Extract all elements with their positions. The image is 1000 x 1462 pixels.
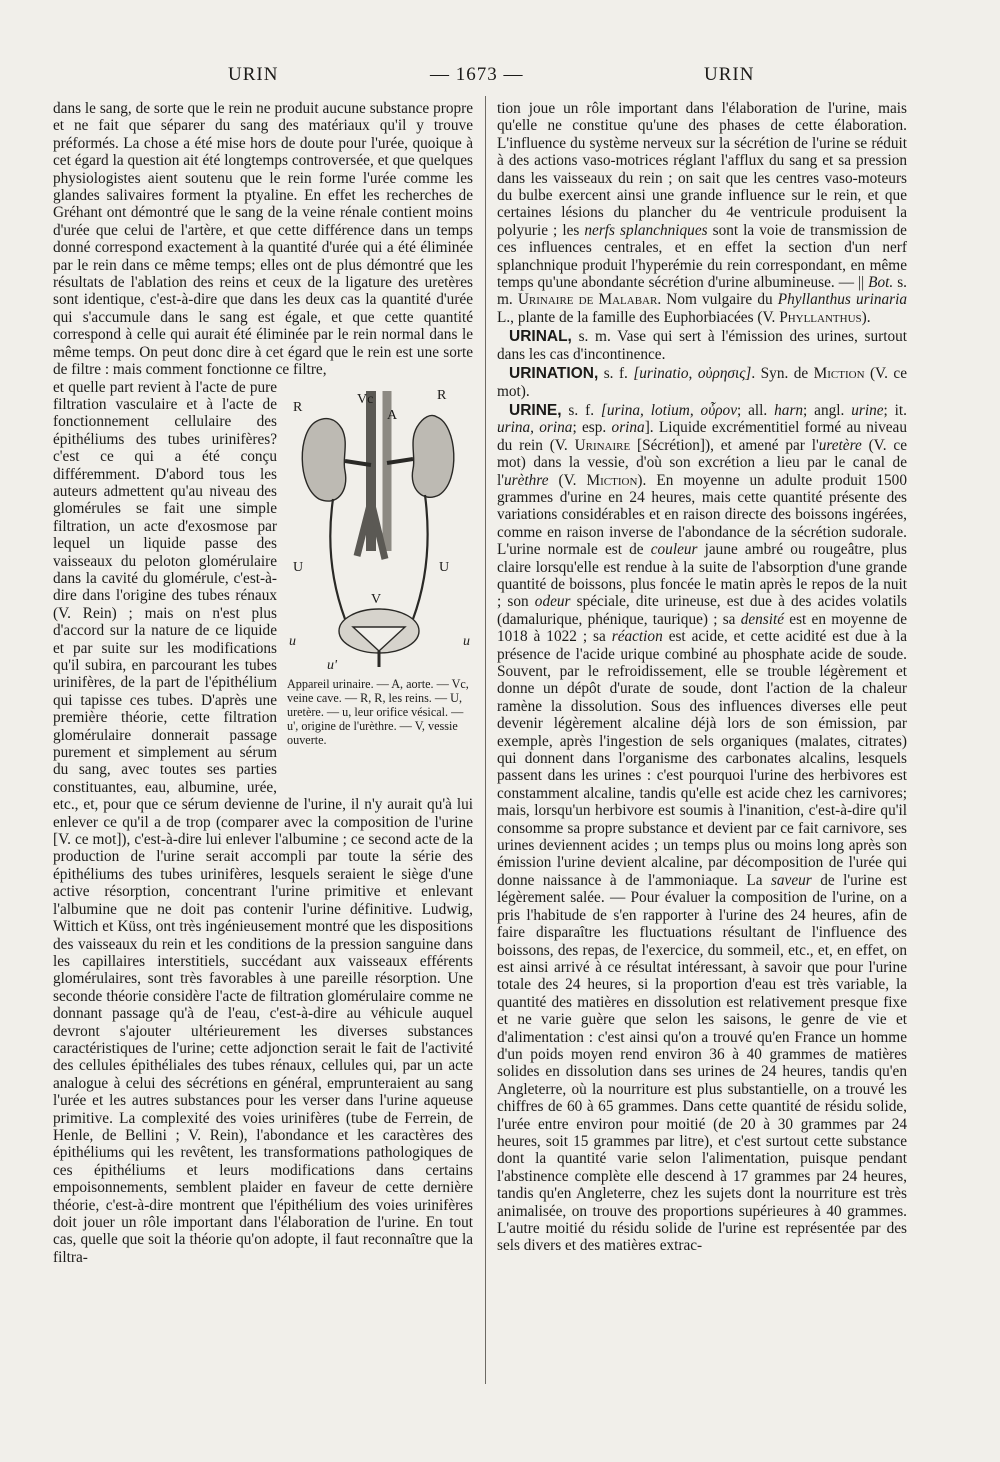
page-number: — 1673 — [430, 64, 524, 85]
figure-caption: Appareil urinaire. — A, aorte. — Vc, veine cave. — R, R, les reins. — U, uretère. — u, leur orifice vésical. — u', origine de l'urèthre. — V, vessie ouverte. [287, 676, 469, 747]
right-column [497, 100, 907, 1255]
entry-urinal: URINAL, s. m. Vase qui sert à l'émission des urines, surtout dans les cas d'incontinence. [497, 328, 907, 363]
headword-urine: URINE, [509, 401, 562, 419]
running-head-right: URIN [704, 64, 755, 85]
entry-urine: URINE, s. f. [urina, lotium, οὖρον; all. harn; angl. urine; it. urina, orina; esp. orina]. Liquide excrémentitiel formé au niveau du rein (V. Urinaire [Sécrétion]), et amené par l'uretère (V. ce mot) dans la vessie, d'où son excrétion a lieu par le canal de l'urèthre (V. Miction). En moyenne un adulte produit 1500 grammes d'urine en 24 heures, mais cette quantité présente des variations considérables et en raison directe des boissons ingérées, comme en raison inverse de l'abondance de la sécrétion sudorale. L'urine normale est de couleur jaune ambré ou rougeâtre, plus claire lorsqu'elle est rendue à la suite de l'absorption d'une grande quantité de boissons, plus foncée le matin après le repos de la nuit ; son odeur spéciale, dite urineuse, est due à des acides volatils (damalurique, phénique, taurique) ; sa densité est en moyenne de 1018 à 1022 ; sa réaction est acide, et cette acidité est due à la présence de l'acide urique combiné au phosphate acide de soude. Souvent, par le refroidissement, elle se trouble légèrement et donne un dépôt d'urate de soude, dont l'action de la chaleur ramène la dissolution. Sous des influences diverses elle peut devenir légèrement alcaline déjà lors de son émission, par exemple, après l'ingestion de sels organiques (malates, citrates) qui donnent dans l'organisme des carbonates alcalins, lesquels passent dans les urines : c'est pourquoi l'urine des herbivores est constamment alcaline, tandis qu'elle est acide chez les carnivores; mais, lorsqu'un herbivore est soumis à l'inanition, c'est-à-dire qu'il consomme sa propre substance et devient par ce fait carnivore, ses urines deviennent acides ; un temps plus ou moins long après son émission l'urine devient alcaline, par décomposition de l'urée qui donne naissance à de l'ammoniaque. La saveur de l'urine est légèrement salée. — Pour évaluer la composition de l'urine, on a pris l'habitude de s'en rapporter à l'urine des 24 heures, afin de faire disparaître les fluctuations résultant de l'influence des boissons, des repas, de l'exercice, du sommeil, etc., et, en effet, on est ainsi arrivé à ce résultat intéressant, à savoir que pour l'urine totale des 24 heures, si la proportion d'eau est très variable, la quantité des matières en dissolution est relativement presque fixe et ne varie guère que selon les saisons, le genre de vie et d'alimentation : c'est ainsi qu'on a trouvé qu'en France un homme d'un poids moyen rend environ 36 à 40 grammes de matières solides en dissolution dans ses urines de 24 heures, tandis qu'en Angleterre, où la nourriture est plus substantielle, on a trouvé les chiffres de 60 à 65 grammes. Dans cette quantité de résidu solide, l'urée entre environ pour moitié (de 20 à 30 grammes par 24 heures, soit 15 grammes par litre), et c'est surtout cette substance dont la quantité varie selon l'alimentation, puisque pendant l'abstinence complète elle descend à 17 grammes par 24 heures, tandis qu'en Angleterre, chez les sujets dont la nourriture est très animalisée, on trouve des proportions supérieures à 40 grammes. L'autre moitié du résidu solide de l'urine est représentée par des sels divers et des matières extrac- [497, 401, 907, 1255]
urinary-apparatus-figure [287, 381, 473, 783]
headword-urinal: URINAL, [509, 328, 572, 346]
column-divider [485, 96, 486, 1384]
label-ureter-right: U [439, 559, 450, 575]
label-kidney-left: R [293, 399, 303, 415]
label-aorta: A [387, 407, 398, 423]
label-kidney-right: R [437, 387, 447, 403]
urinary-apparatus-engraving [287, 381, 473, 671]
paragraph-continuation: tion joue un rôle important dans l'élaboration de l'urine, mais qu'elle ne constitue qu'une des phases de cette élaboration. L'influence du système nerveux sur la sécrétion de l'urine se réduit à des actions vaso-motrices réglant l'afflux du sang et sa pression dans les vaisseaux du rein ; on sait que les centres vaso-moteurs du bulbe exercent ainsi une grande influence sur le rein, et que certaines lésions du plancher du 4e ventricule produisent la polyurie ; les nerfs splanchniques sont la voie de transmission de ces influences centrales, et en effet la section d'un nerf splanchnique produit l'hyperémie du rein correspondant, en même temps qu'une abondante sécrétion d'urine albumineuse. — || Bot. s. m. Urinaire de Malabar. Nom vulgaire du Phyllanthus urinaria L., plante de la famille des Euphorbiacées (V. Phyllanthus). [497, 100, 908, 326]
label-urethra-origin: u' [327, 657, 337, 671]
running-head-left: URIN [228, 64, 279, 85]
label-orifice-right: u [463, 633, 470, 649]
paragraph: dans le sang, de sorte que le rein ne produit aucune substance propre et ne fait que séparer du sang des matériaux qu'il y trouve préformés. La chose a été mise hors de doute pour l'urée, quoique à cet égard la question ait été longtemps controversée, et que quelques physiologistes aient soutenu que le rein forme l'urée comme les glandes salivaires forment la ptyaline. En effet les recherches de Gréhant ont démontré que le sang de la veine rénale contient moins d'urée que celui de l'artère, et que cette différence dans un temps donné correspond exactement à la quantité d'urée qui a été éliminée par le rein dans ce même temps; elles ont de plus démontré que les résultats de l'ablation des reins et ceux de la ligature des uretères sont identique, c'est-à-dire que dans les deux cas la quantité d'urée qui s'accumule dans le sang est égale, et que cette quantité correspond à celle qui aurait été éliminée par le rein normal dans le même temps. On peut donc dire à cet égard que le rein est une sorte de filtre : mais comment fonctionne ce filtre, [53, 100, 473, 379]
headword-urination: URINATION, [509, 365, 599, 383]
entry-urination: URINATION, s. f. [urinatio, οὐρησις]. Syn. de Miction (V. ce mot). [497, 365, 907, 400]
label-vena-cava: Vc [357, 391, 374, 407]
label-bladder: V [371, 591, 382, 607]
left-column [53, 100, 473, 1266]
label-ureter-left: U [293, 559, 304, 575]
label-orifice-left: u [289, 633, 296, 649]
paragraph: et quelle part revient à l'acte de pure filtration vasculaire et à l'acte de fonctionnement cellulaire des épithéliums des tubes urinifères? c'est ce qui a été conçu différemment. D'abord tous les auteurs admettent qu'au niveau des glomérules se fait une simple filtration, un acte d'exosmose par lequel un liquide passe des vaisseaux du peloton glomérulaire dans la cavité du glomérule, c'est-à-dire dans l'origine des tubes rénaux (V. Rein) ; mais on n'est plus d'accord sur la nature de ce liquide et par suite sur les modifications qu'il subira, en parcourant les tubes urinifères, de la part de l'épithélium qui tapisse ces tubes. D'après une première théorie, cette filtration glomérulaire donnerait passage purement et simplement au sérum du sang, avec toutes ses parties constituantes, eau, albumine, urée, etc., et, pour que ce sérum devienne de l'urine, il n'y aurait qu'à lui enlever ce qu'il a de trop (comparer avec la composition de l'urine [V. ce mot]), c'est-à-dire lui enlever l'albumine ; ce second acte de la production de l'urine serait accompli par toute la série des épithéliums des tubes urinifères, lesquels seraient le siège d'une active résorption, concentrant l'urine primitive et enlevant l'albumine que ne doit pas contenir l'urine définitive. Ludwig, Wittich et Küss, ont très ingénieusement montré que les dispositions des vaisseaux du rein et les conditions de la pression sanguine dans les capillaires interstitiels, succédant aux vaisseaux efférents glomérulaires, sont très favorables à une pareille résorption. Une seconde théorie considère l'acte de filtration glomérulaire comme ne donnant passage qu'à de l'eau, c'est-à-dire au véhicule auquel devront s'ajouter ultérieurement les diverses substances caractéristiques de l'urine; cette adjonction serait le fait de l'activité des cellules épithéliales des tubes rénaux, cellules qui, par un acte analogue à celui des sécrétions en général, emprunteraient au sang l'urée et les autres substances pour les verser dans l'urine aqueuse primitive. La complexité des voies urinifères (tube de Ferrein, de Henle, de Bellini ; V. Rein), l'abondance et les caractères des épithéliums qui les revêtent, les transformations pathologiques de ces épithéliums et leurs modifications dans certains empoisonnements, semblent plaider en faveur de cette dernière théorie, c'est-à-dire montrent que l'épithélium des voies urinifères doit jouer un rôle important dans l'élaboration de l'urine. En tout cas, quelle que soit la théorie qu'on adopte, il faut reconnaître que la filtra- [53, 378, 473, 1266]
